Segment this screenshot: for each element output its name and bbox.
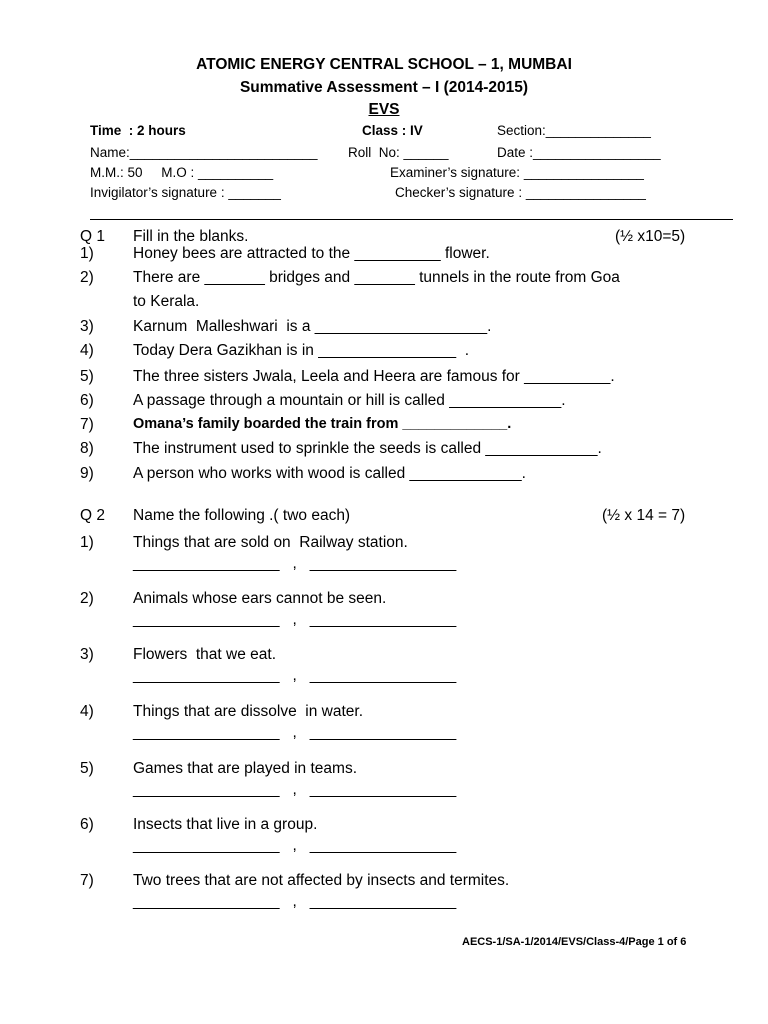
q1-item-text: Omana’s family boarded the train from _____________. — [133, 416, 512, 432]
answer-line: _________________ , _________________ — [133, 555, 457, 572]
section-field: Section:______________ — [497, 123, 651, 138]
assessment-title: Summative Assessment – I (2014-2015) — [239, 79, 529, 96]
q2-item-text: Flowers that we eat. — [133, 646, 277, 663]
q1-item-text: A person who works with wood is called _____________. — [133, 465, 526, 482]
answer-line: _________________ , _________________ — [133, 667, 457, 684]
q1-item-text: The three sisters Jwala, Leela and Heera are famous for __________. — [133, 368, 615, 385]
q2-item-number: 2) — [80, 590, 94, 607]
q1-item-text: A passage through a mountain or hill is called _____________. — [133, 392, 566, 409]
school-name: ATOMIC ENERGY CENTRAL SCHOOL – 1, MUMBAI — [196, 56, 572, 73]
q2-item-number: 4) — [80, 703, 94, 720]
q2-item-text: Things that are dissolve in water. — [133, 703, 364, 720]
q1-item-number: 8) — [80, 440, 94, 457]
q2-item-number: 5) — [80, 760, 94, 777]
q1-item-number: 4) — [80, 342, 94, 359]
q1-item-number: 7) — [80, 416, 94, 433]
examiner-signature: Examiner’s signature: ________________ — [390, 165, 644, 180]
q1-item-number: 6) — [80, 392, 94, 409]
q1-item-number: 1) — [80, 245, 94, 262]
q2-item-number: 1) — [80, 534, 94, 551]
q1-item-number: 9) — [80, 465, 94, 482]
q2-title: Name the following .( two each) — [133, 507, 351, 524]
q1-title: Fill in the blanks. — [133, 228, 249, 245]
q2-item-number: 3) — [80, 646, 94, 663]
q1-item-number: 2) — [80, 269, 94, 286]
q1-item-text: There are _______ bridges and _______ tunnels in the route from Goa — [133, 269, 620, 286]
q1-item-number: 3) — [80, 318, 94, 335]
answer-line: _________________ , _________________ — [133, 837, 457, 854]
page-footer: AECS-1/SA-1/2014/EVS/Class-4/Page 1 of 6 — [462, 936, 687, 948]
q1-item-number: 5) — [80, 368, 94, 385]
class-field: Class : IV — [362, 123, 423, 138]
q2-number: Q 2 — [80, 507, 105, 524]
q2-item-text: Games that are played in teams. — [133, 760, 358, 777]
q1-item-text: Karnum Malleshwari is a ____________________. — [133, 318, 492, 335]
subject-title: EVS — [368, 101, 400, 118]
roll-field: Roll No: ______ — [348, 145, 449, 160]
time-field: Time : 2 hours — [90, 123, 186, 138]
q2-item-text: Two trees that are not affected by insects and termites. — [133, 872, 510, 889]
q1-item-text: The instrument used to sprinkle the seeds is called _____________. — [133, 440, 602, 457]
answer-line: _________________ , _________________ — [133, 724, 457, 741]
invigilator-signature: Invigilator’s signature : _______ — [90, 185, 281, 200]
q1-number: Q 1 — [80, 228, 105, 245]
q2-marks: (½ x 14 = 7) — [602, 507, 686, 524]
name-field: Name:_________________________ — [90, 145, 318, 160]
q2-item-text: Insects that live in a group. — [133, 816, 318, 833]
header-divider — [90, 219, 733, 220]
answer-line: _________________ , _________________ — [133, 611, 457, 628]
date-field: Date :_________________ — [497, 145, 661, 160]
q2-item-number: 6) — [80, 816, 94, 833]
answer-line: _________________ , _________________ — [133, 893, 457, 910]
q1-marks: (½ x10=5) — [615, 228, 686, 245]
q1-item-text: Honey bees are attracted to the __________ flower. — [133, 245, 490, 262]
q2-item-text: Things that are sold on Railway station. — [133, 534, 408, 551]
answer-line: _________________ , _________________ — [133, 781, 457, 798]
max-marks-field: M.M.: 50 M.O : __________ — [90, 165, 274, 180]
q1-item-text-continued: to Kerala. — [133, 293, 200, 310]
q2-item-text: Animals whose ears cannot be seen. — [133, 590, 387, 607]
q2-item-number: 7) — [80, 872, 94, 889]
q1-item-text: Today Dera Gazikhan is in ________________ . — [133, 342, 470, 359]
checker-signature: Checker’s signature : ________________ — [395, 185, 646, 200]
